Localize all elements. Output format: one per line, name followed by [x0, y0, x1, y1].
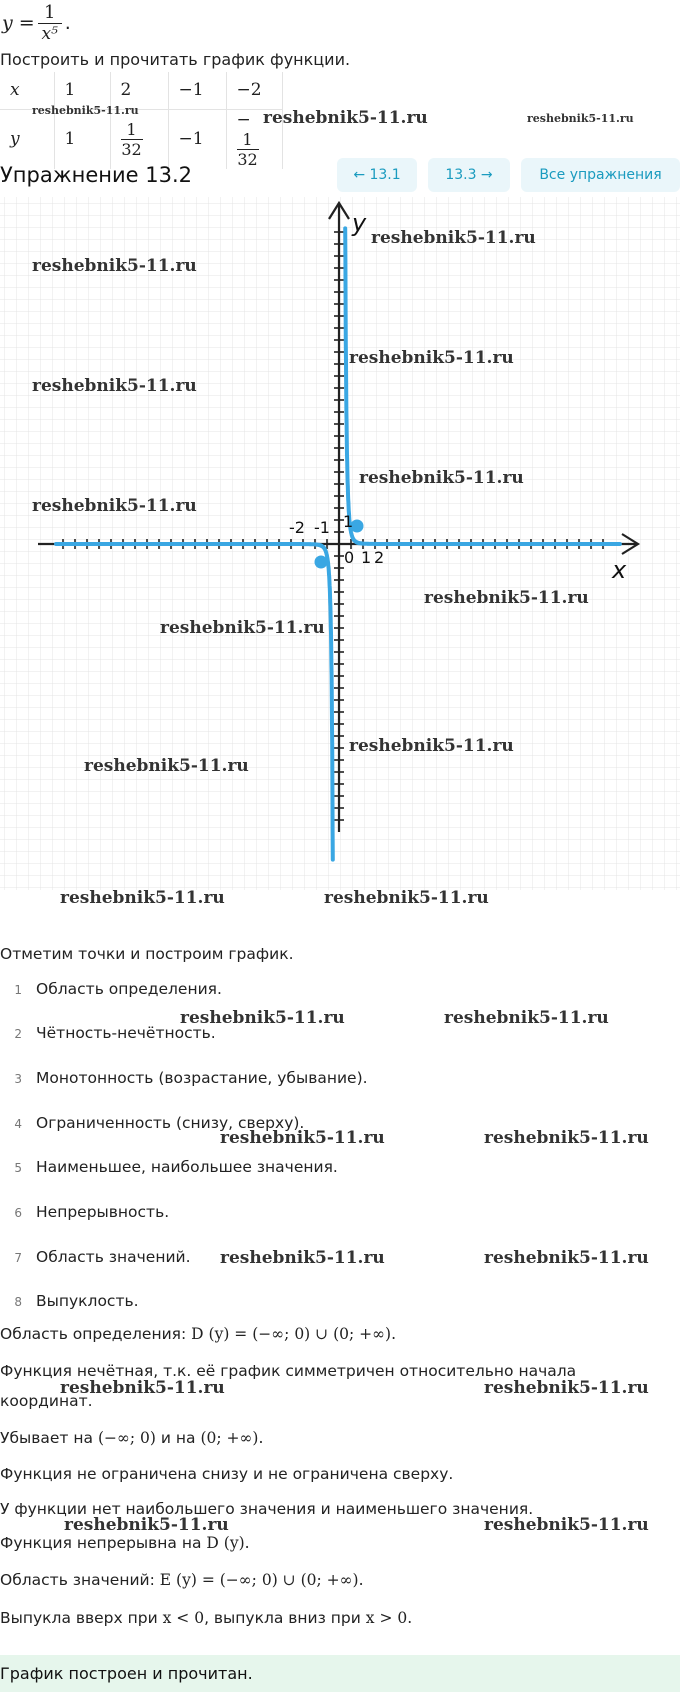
mono-math-2: (0; +∞). [200, 1429, 264, 1447]
step-number: 6 [14, 1206, 22, 1220]
tick-label-zero: 0 [344, 548, 355, 567]
step-number: 2 [14, 1027, 22, 1041]
list-item [0, 1248, 191, 1266]
minus-sign: − [236, 109, 251, 130]
watermark: reshebnik5-11.ru [527, 112, 634, 125]
watermark: reshebnik5-11.ru [32, 496, 197, 516]
watermark: reshebnik5-11.ru [484, 1128, 649, 1148]
step-text: Область определения. [36, 980, 222, 998]
mono-math-1: (−∞; 0) [97, 1429, 156, 1447]
watermark: reshebnik5-11.ru [444, 1008, 609, 1028]
watermark: reshebnik5-11.ru [349, 348, 514, 368]
extrema-line: У функции нет наибольшего значения и наименьшего значения. [0, 1500, 534, 1518]
convexity-text-2: , выпукла вниз при [204, 1609, 361, 1627]
watermark: reshebnik5-11.ru [263, 108, 428, 128]
watermark: reshebnik5-11.ru [84, 756, 249, 776]
function-formula [2, 0, 71, 46]
solution-intro: Отметим точки и построим график. [0, 945, 294, 963]
mono-text-1: Убывает на [0, 1429, 93, 1447]
x-axis-label: x [612, 556, 627, 584]
range-math: E (y) = (−∞; 0) ∪ (0; +∞). [159, 1571, 364, 1589]
step-number: 5 [14, 1161, 22, 1175]
step-text: Чётность-нечётность. [36, 1024, 216, 1042]
step-text: Выпуклость. [36, 1292, 139, 1310]
result-banner: График построен и прочитан. [0, 1655, 680, 1692]
domain-math: D (y) = (−∞; 0) ∪ (0; +∞). [191, 1325, 396, 1343]
watermark: reshebnik5-11.ru [64, 1515, 229, 1535]
watermark: reshebnik5-11.ru [32, 256, 197, 276]
step-number: 8 [14, 1295, 22, 1309]
step-number: 4 [14, 1117, 22, 1131]
watermark: reshebnik5-11.ru [180, 1008, 345, 1028]
continuity-math: D (y). [206, 1534, 250, 1552]
watermark: reshebnik5-11.ru [349, 736, 514, 756]
tick-label-two: 2 [374, 548, 385, 567]
boundedness-line: Функция не ограничена снизу и не ограничена сверху. [0, 1465, 454, 1483]
y-axis-label: y [352, 209, 367, 237]
fraction-numerator: 1 [242, 129, 253, 149]
watermark: reshebnik5-11.ru [484, 1515, 649, 1535]
function-graph [0, 197, 680, 890]
formula-tail: . [64, 12, 71, 34]
convexity-math-2: x > 0. [365, 1609, 413, 1627]
watermark: reshebnik5-11.ru [324, 888, 489, 908]
table-cell: 1 [54, 72, 110, 109]
list-item [0, 1292, 139, 1310]
step-number: 1 [14, 983, 22, 997]
formula-denominator: x⁵ [41, 23, 58, 44]
tick-label-one: 1 [361, 548, 372, 567]
range-text: Область значений: [0, 1571, 155, 1589]
parity-line-2: координат. [0, 1392, 93, 1410]
convexity-line [0, 1609, 412, 1627]
table-cell: −1 [168, 109, 226, 169]
table-cell: −1 [168, 72, 226, 109]
watermark: reshebnik5-11.ru [60, 888, 225, 908]
formula-numerator: 1 [43, 1, 56, 23]
table-cell: 2 [110, 72, 168, 109]
convexity-text-1: Выпукла вверх при [0, 1609, 158, 1627]
table-cell: x [0, 72, 54, 109]
step-number: 3 [14, 1072, 22, 1086]
formula-lhs: y = [2, 12, 35, 34]
table-cell: y [0, 109, 54, 169]
step-text: Наименьшее, наибольшее значения. [36, 1158, 338, 1176]
table-cell [110, 109, 168, 169]
range-line [0, 1571, 364, 1589]
table-cell: −2 [226, 72, 282, 109]
table-row-y [0, 109, 282, 169]
list-item [0, 1069, 368, 1087]
formula-fraction [38, 3, 62, 44]
watermark: reshebnik5-11.ru [220, 1248, 385, 1268]
continuity-text: Функция непрерывна на [0, 1534, 202, 1552]
fraction-numerator: 1 [126, 119, 137, 139]
step-text: Область значений. [36, 1248, 191, 1266]
watermark: reshebnik5-11.ru [32, 104, 139, 117]
step-text: Ограниченность (снизу, сверху). [36, 1114, 305, 1132]
watermark: reshebnik5-11.ru [424, 588, 589, 608]
list-item [0, 980, 222, 998]
task-text: Построить и прочитать график функции. [0, 50, 351, 69]
tick-label-pos1-y: 1 [343, 512, 354, 531]
table-cell: 1 [54, 109, 110, 169]
watermark: reshebnik5-11.ru [371, 228, 536, 248]
list-item [0, 1203, 169, 1221]
watermark: reshebnik5-11.ru [32, 376, 197, 396]
table-fraction [121, 120, 143, 159]
table-fraction [237, 130, 259, 169]
fraction-denominator: 32 [237, 149, 258, 169]
all-exercises-button[interactable]: Все упражнения [521, 158, 680, 192]
watermark: reshebnik5-11.ru [359, 468, 524, 488]
list-item [0, 1158, 338, 1176]
watermark: reshebnik5-11.ru [484, 1378, 649, 1398]
watermark: reshebnik5-11.ru [60, 1378, 225, 1398]
step-number: 7 [14, 1251, 22, 1265]
domain-text: Область определения: [0, 1325, 187, 1343]
prev-exercise-button[interactable]: ← 13.1 [337, 158, 417, 192]
fraction-denominator: 32 [121, 139, 142, 159]
watermark: reshebnik5-11.ru [220, 1128, 385, 1148]
step-text: Монотонность (возрастание, убывание). [36, 1069, 368, 1087]
watermark: reshebnik5-11.ru [160, 618, 325, 638]
values-table [0, 72, 283, 169]
next-exercise-button[interactable]: 13.3 → [428, 158, 510, 192]
convexity-math-1: x < 0 [162, 1609, 205, 1627]
monotonicity-line [0, 1429, 263, 1447]
curve-point [315, 556, 328, 569]
domain-line [0, 1325, 396, 1343]
exercise-title: Упражнение 13.2 [0, 163, 193, 187]
tick-label-neg2: -2 [289, 518, 305, 537]
tick-label-neg1: -1 [314, 518, 330, 537]
watermark: reshebnik5-11.ru [484, 1248, 649, 1268]
parity-line-1: Функция нечётная, т.к. её график симметричен относительно начала [0, 1362, 577, 1380]
continuity-line [0, 1534, 250, 1552]
mono-text-2: и на [160, 1429, 196, 1447]
step-text: Непрерывность. [36, 1203, 170, 1221]
